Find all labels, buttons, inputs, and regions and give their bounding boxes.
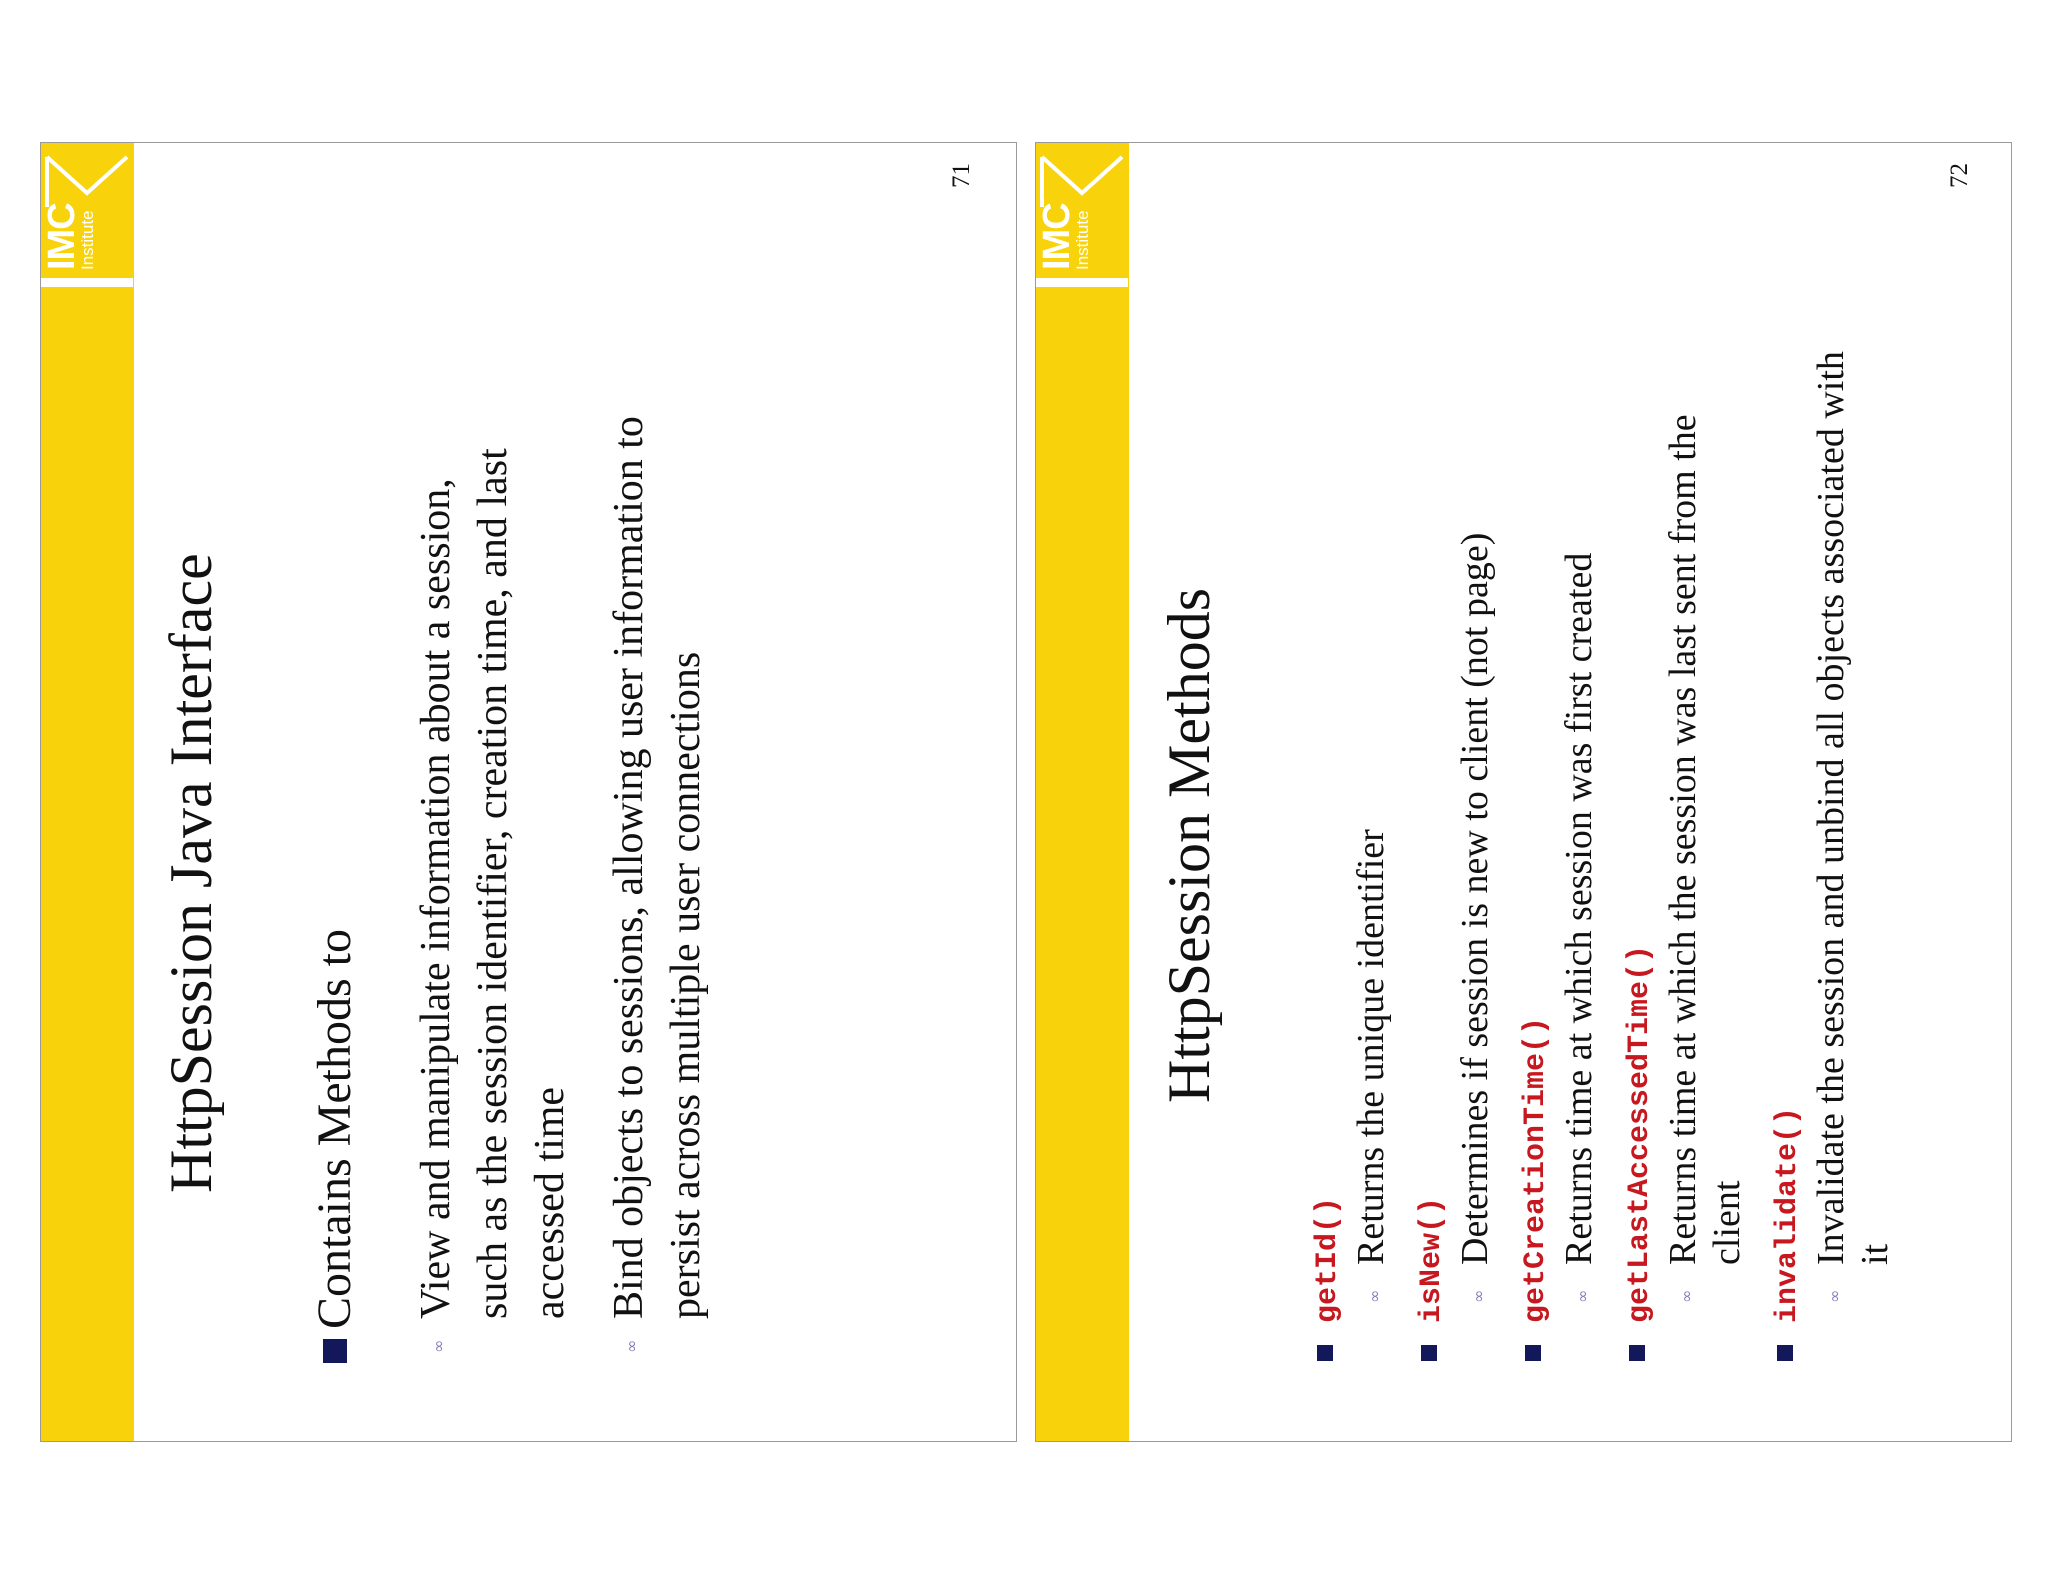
page-number: 72 [1946,163,1973,188]
logo-imc-text: IMC [41,203,83,270]
method-item-getlastaccessedtime [1623,211,1749,1361]
method-list [1311,211,1919,1361]
square-bullet-icon [1629,1345,1645,1361]
method-name: getCreationTime() [1519,1016,1553,1323]
method-description: Returns time at which session was first created [1558,552,1600,1265]
sub-bullet-icon: ∞ [1677,1289,1696,1303]
sub-bullet-bind-objects: ∞ Bind objects to sessions, allowing user information to persist across multiple user connections [601,399,715,1319]
sub-bullet-icon: ∞ [1573,1289,1592,1303]
method-description: Determines if session is new to client (not page) [1454,532,1496,1265]
bullet-contains-methods: Contains Methods to [306,929,364,1363]
logo-institute-text: Institute [1073,210,1092,270]
method-item-getcreationtime [1519,211,1601,1361]
logo-institute-text: Institute [78,210,97,270]
method-description: Returns the unique identifier [1350,829,1392,1265]
method-item-isnew [1415,211,1497,1361]
method-item-invalidate [1771,211,1897,1361]
sub-bullet-icon: ∞ [1365,1289,1384,1303]
slide-72 [1035,142,2012,1442]
slide-title: HttpSession Methods [1156,587,1222,1103]
square-bullet-icon [1317,1345,1333,1361]
method-name: isNew() [1415,1196,1449,1323]
method-description: Invalidate the session and unbind all objects associated with it [1810,351,1896,1265]
square-bullet-icon [323,1339,347,1363]
sub-bullet-view-manipulate: ∞ View and manipulate information about a session, such as the session identifier, creation time, and last accessed time [408,399,579,1319]
method-name: getLastAccessedTime() [1623,944,1657,1323]
slide-71 [40,142,1017,1442]
slide-title: HttpSession Java Interface [158,553,224,1193]
method-item-getid [1311,211,1393,1361]
sub-bullet-icon: ∞ [1469,1289,1488,1303]
method-description: Returns time at which the session was last sent from the client [1662,414,1748,1265]
page-number: 71 [948,163,975,188]
sub-bullet-icon: ∞ [429,1339,448,1353]
square-bullet-icon [1421,1345,1437,1361]
logo-imc-text: IMC [1036,203,1078,270]
sub-bullet-icon: ∞ [622,1339,641,1353]
sub-bullet-icon: ∞ [1825,1289,1844,1303]
method-name: invalidate() [1771,1106,1805,1323]
method-name: getId() [1311,1196,1345,1323]
square-bullet-icon [1525,1345,1541,1361]
square-bullet-icon [1777,1345,1793,1361]
